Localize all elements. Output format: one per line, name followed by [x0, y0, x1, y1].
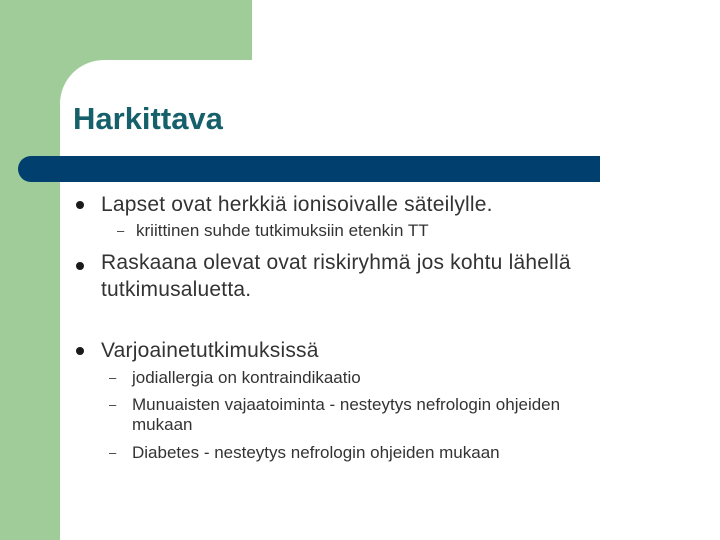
bullet-icon: [76, 347, 84, 355]
decor-green-strip-left: [0, 0, 60, 540]
sub-bullet-text: kriittinen suhde tutkimuksiin etenkin TT: [136, 221, 429, 240]
sub-bullet-text: Munuaisten vajaatoiminta - nesteytys nefrologin ohjeiden: [132, 395, 561, 414]
dash-icon: –: [109, 370, 117, 385]
dash-icon: –: [109, 445, 117, 460]
bullet-text: Varjoainetutkimuksissä: [101, 339, 319, 362]
sub-bullet-text: Diabetes - nesteytys nefrologin ohjeiden mukaan: [132, 443, 500, 462]
sub-bullet-text-continued: mukaan: [132, 415, 193, 434]
bullet-text: Raskaana olevat ovat riskiryhmä jos kohtu lähellä: [101, 251, 571, 274]
slide-title: Harkittava: [73, 101, 223, 136]
bullet-icon: [76, 201, 84, 209]
dash-icon: –: [109, 397, 117, 412]
dash-icon: –: [117, 223, 125, 238]
title-rule-bar: [18, 156, 600, 182]
bullet-text: Lapset ovat herkkiä ionisoivalle säteilylle.: [101, 193, 493, 216]
bullet-text-continued: tutkimusaluetta.: [101, 278, 252, 301]
sub-bullet-text: jodiallergia on kontraindikaatio: [132, 368, 361, 387]
bullet-icon: [76, 262, 84, 270]
